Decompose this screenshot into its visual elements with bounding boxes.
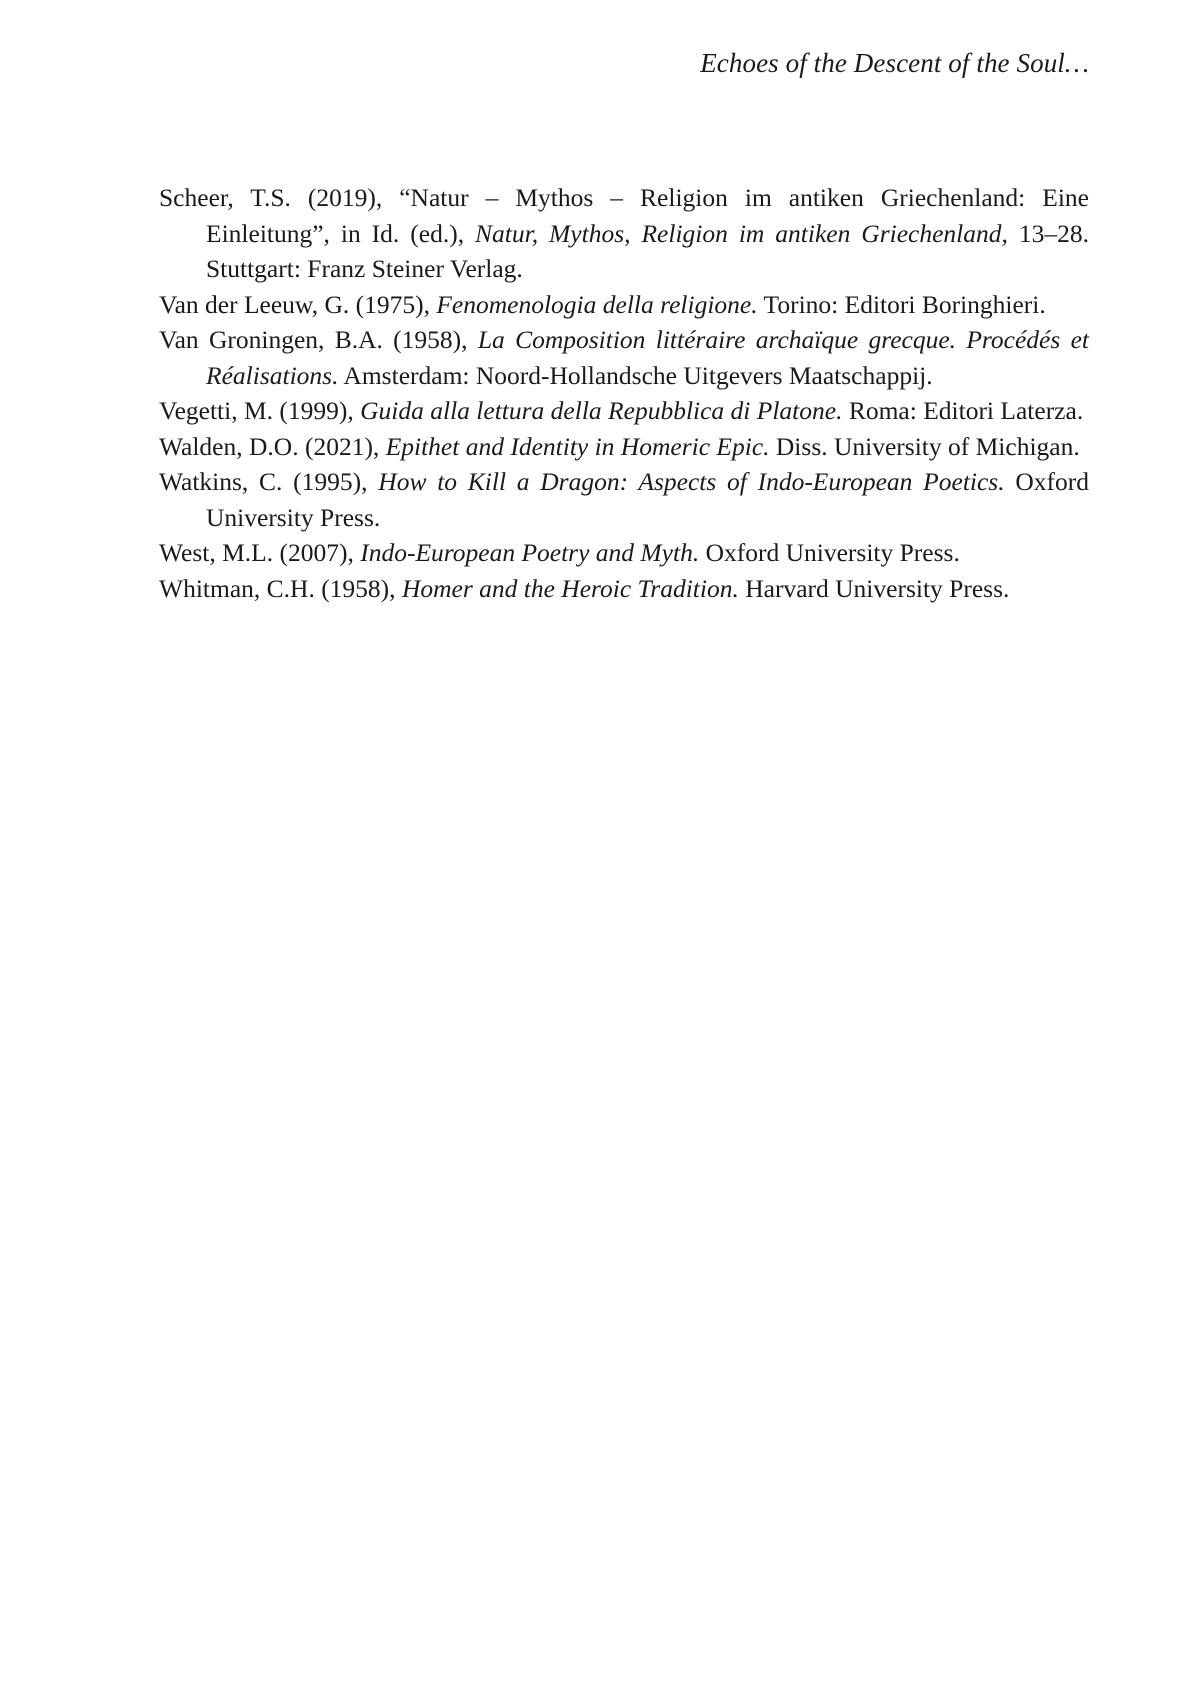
reference-list <box>159 180 1089 606</box>
reference-publication: Torino: Editori Boringhieri. <box>757 289 1046 319</box>
reference-authors-date: West, M.L. (2007), <box>159 538 361 567</box>
reference-authors-date: Walden, D.O. (2021), <box>159 431 386 461</box>
reference-entry-whitman <box>159 571 1089 607</box>
running-head: Echoes of the Descent of the Soul… <box>700 48 1089 78</box>
reference-title: La Composition littéraire archaïque grecque. Procédés et Réalisations. <box>206 325 1089 390</box>
reference-title: Indo-European Poetry and Myth. <box>360 538 700 567</box>
reference-title: Natur, Mythos, Religion im antiken Griechenland, <box>475 218 1008 248</box>
reference-authors-date: Van der Leeuw, G. (1975), <box>159 289 437 319</box>
reference-authors-date: Scheer, T.S. (2019), “Natur – Mythos – Religion im antiken Griechenland: Eine Einleitung”, in Id. (ed.), <box>159 183 1089 248</box>
reference-publication: Amsterdam: Noord-Hollandsche Uitgevers Maatschappij. <box>338 360 933 390</box>
reference-title: Homer and the Heroic Tradition. <box>401 573 739 603</box>
reference-entry-west <box>159 535 1089 571</box>
reference-entry-vegetti <box>159 393 1089 429</box>
reference-publication: Oxford University Press. <box>699 538 960 567</box>
reference-title: Guida alla lettura della Repubblica di Platone. <box>360 396 843 425</box>
reference-title: Fenomenologia della religione. <box>436 289 758 319</box>
reference-authors-date: Van Groningen, B.A. (1958), <box>159 325 478 354</box>
reference-publication: Harvard University Press. <box>738 573 1010 603</box>
reference-publication: Diss. University of Michigan. <box>769 431 1080 461</box>
reference-entry-scheer <box>159 180 1089 287</box>
reference-entry-walden <box>159 429 1089 465</box>
reference-publication: Oxford University Press. <box>206 467 1089 532</box>
reference-title: How to Kill a Dragon: Aspects of Indo-European Poetics. <box>378 467 1005 496</box>
reference-publication: Roma: Editori Laterza. <box>842 396 1084 425</box>
reference-entry-van-groningen <box>159 322 1089 393</box>
reference-title: Epithet and Identity in Homeric Epic. <box>385 431 770 461</box>
reference-authors-date: Vegetti, M. (1999), <box>159 396 361 425</box>
reference-entry-watkins <box>159 464 1089 535</box>
reference-authors-date: Whitman, C.H. (1958), <box>159 573 402 603</box>
reference-authors-date: Watkins, C. (1995), <box>159 467 379 496</box>
reference-entry-van-der-leeuw <box>159 287 1089 323</box>
reference-publication: 13–28. Stuttgart: Franz Steiner Verlag. <box>206 218 1089 283</box>
